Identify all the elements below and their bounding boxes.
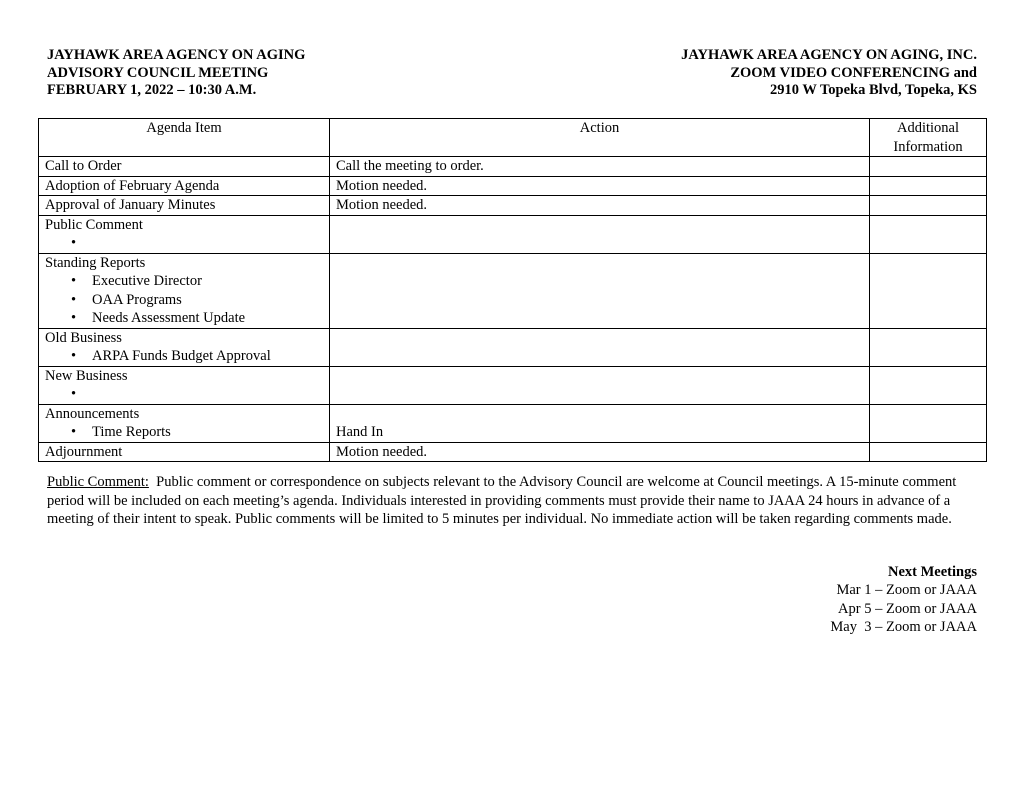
org-name-inc: JAYHAWK AREA AGENCY ON AGING, INC. — [681, 47, 977, 63]
agenda-action: Motion needed. — [330, 176, 870, 196]
table-row — [39, 442, 987, 462]
list-item: May 3 – Zoom or JAAA — [830, 618, 977, 635]
agenda-item: New Business • — [39, 366, 330, 404]
agenda-item: Call to Order — [39, 157, 330, 177]
agenda-action: Call the meeting to order. — [330, 157, 870, 177]
table-row — [39, 366, 987, 404]
list-item: • OAA Programs — [45, 291, 323, 310]
agenda-item: Standing Reports • Executive Director • OAA Programs • Needs Assessment Update — [39, 253, 330, 328]
next-meetings — [830, 563, 977, 636]
table-row — [39, 328, 987, 366]
next-meetings-title: Next Meetings — [888, 564, 977, 580]
header-agenda-item: Agenda Item — [39, 119, 330, 157]
agenda-action: Hand In — [330, 404, 870, 442]
meeting-name: ADVISORY COUNCIL MEETING — [47, 64, 269, 81]
agenda-action — [330, 253, 870, 328]
table-header-row — [39, 119, 987, 157]
list-item: Mar 1 – Zoom or JAAA — [836, 582, 977, 599]
agenda-item: Public Comment • — [39, 215, 330, 253]
org-name: JAYHAWK AREA AGENCY ON AGING — [47, 47, 306, 63]
table-row — [39, 215, 987, 253]
header-left — [47, 47, 305, 100]
header-action: Action — [330, 119, 870, 157]
meeting-date: FEBRUARY 1, 2022 – 10:30 A.M. — [47, 82, 257, 98]
agenda-info — [870, 328, 987, 366]
table-row — [39, 404, 987, 442]
list-item: Apr 5 – Zoom or JAAA — [838, 600, 977, 617]
agenda-info — [870, 442, 987, 462]
agenda-table — [38, 118, 987, 462]
agenda-item: Announcements • Time Reports — [39, 404, 330, 442]
list-item: • Time Reports — [45, 423, 323, 442]
public-comment-note — [47, 473, 977, 529]
agenda-action: Motion needed. — [330, 196, 870, 216]
public-comment-text: Public comment or correspondence on subjects relevant to the Advisory Council are welcome at Council meetings. A 15-minute comment period will be included on each meeting’s agenda. Individuals interested in providing comments must provide their name to JAAA 24 hours in advance of a meeting of their intent to speak. Public comments will be limited to 5 minutes per individual. No immediate action will be taken regarding comments made. — [47, 474, 957, 527]
table-row — [39, 157, 987, 177]
agenda-info — [870, 404, 987, 442]
table-row — [39, 253, 987, 328]
agenda-action: Motion needed. — [330, 442, 870, 462]
agenda-info — [870, 253, 987, 328]
agenda-action — [330, 215, 870, 253]
agenda-info — [870, 366, 987, 404]
list-item: • Executive Director — [45, 272, 323, 291]
table-row — [39, 196, 987, 216]
header-additional-information: Additional Information — [870, 119, 987, 157]
table-row — [39, 176, 987, 196]
agenda-item: Adjournment — [39, 442, 330, 462]
agenda-item: Old Business • ARPA Funds Budget Approval — [39, 328, 330, 366]
agenda-item: Approval of January Minutes — [39, 196, 330, 216]
empty-bullet — [45, 234, 323, 253]
meeting-address: 2910 W Topeka Blvd, Topeka, KS — [770, 82, 977, 98]
empty-bullet — [45, 385, 323, 404]
agenda-item: Adoption of February Agenda — [39, 176, 330, 196]
agenda-info — [870, 157, 987, 177]
meeting-venue: ZOOM VIDEO CONFERENCING and — [730, 64, 977, 81]
agenda-info — [870, 215, 987, 253]
list-item: • ARPA Funds Budget Approval — [45, 347, 323, 366]
agenda-info — [870, 196, 987, 216]
agenda-action — [330, 366, 870, 404]
agenda-info — [870, 176, 987, 196]
header-right — [681, 47, 977, 100]
public-comment-label: Public Comment: — [47, 474, 149, 490]
list-item: • Needs Assessment Update — [45, 309, 323, 328]
agenda-action — [330, 328, 870, 366]
